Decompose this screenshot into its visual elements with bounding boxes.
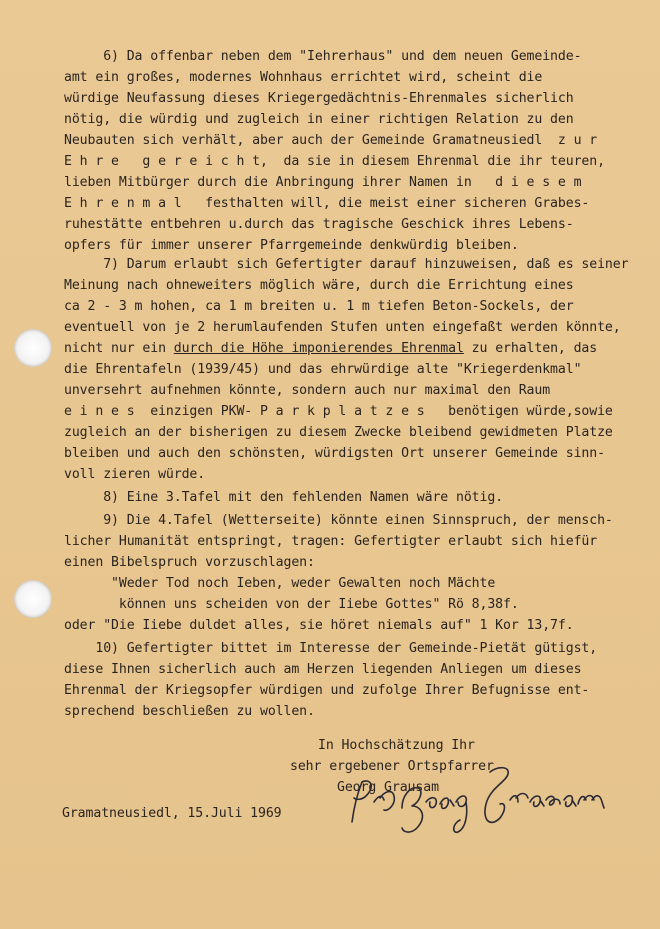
text-segment: nicht nur ein	[64, 341, 174, 356]
text-line: "Weder Tod noch Ieben, weder Gewalten noch Mächte	[64, 576, 496, 591]
text-line: sprechend beschließen zu wollen.	[64, 704, 315, 719]
text-line: voll zieren würde.	[64, 467, 206, 482]
handwritten-signature	[340, 752, 620, 842]
punch-hole	[14, 329, 52, 367]
text-line: ruhestätte entbehren u.durch das tragische Geschick ihres Lebens-	[64, 217, 574, 232]
text-line: zugleich an der bisherigen zu diesem Zwecke bleibend gewidmeten Platze	[64, 425, 613, 440]
punch-hole	[14, 580, 52, 618]
text-line: oder "Die Iiebe duldet alles, sie höret niemals auf" 1 Kor 13,7f.	[64, 618, 574, 633]
text-line: 8) Eine 3.Tafel mit den fehlenden Namen wäre nötig.	[64, 490, 504, 505]
text-line: 7) Darum erlaubt sich Gefertigter darauf hinzuweisen, daß es seiner	[64, 257, 629, 272]
text-line: würdige Neufassung dieses Kriegergedächtnis-Ehrenmales sicherlich	[64, 91, 574, 106]
closing-name: Georg Grausam	[337, 780, 439, 795]
text-line: 10) Gefertigter bittet im Interesse der Gemeinde-Pietät gütigst,	[64, 641, 598, 656]
text-line: eventuell von je 2 herumlaufenden Stufen unten eingefaßt werden könnte,	[64, 320, 621, 335]
closing-greeting: In Hochschätzung Ihr	[318, 738, 475, 753]
text-line: E h r e n m a l festhalten will, die meist einer sicheren Grabes-	[64, 196, 590, 211]
text-line: Neubauten sich verhält, aber auch der Gemeinde Gramatneusiedl z u r	[64, 133, 598, 148]
text-line: bleiben und auch den schönsten, würdigsten Ort unserer Gemeinde sinn-	[64, 446, 605, 461]
text-line: Ehrenmal der Kriegsopfer würdigen und zufolge Ihrer Befugnisse ent-	[64, 683, 590, 698]
text-line-underlined	[64, 339, 644, 358]
text-line: können uns scheiden von der Iiebe Gottes" Rö 8,38f.	[64, 597, 519, 612]
text-line: einen Bibelspruch vorzuschlagen:	[64, 555, 315, 570]
text-line: opfers für immer unserer Pfarrgemeinde denkwürdig bleiben.	[64, 238, 519, 253]
text-line: unversehrt aufnehmen könnte, sondern auch nur maximal den Raum	[64, 383, 551, 398]
text-line: Meinung nach ohneweiters möglich wäre, durch die Errichtung eines	[64, 278, 574, 293]
text-line: lieben Mitbürger durch die Anbringung ihrer Namen in d i e s e m	[64, 175, 582, 190]
closing-title: sehr ergebener Ortspfarrer	[290, 759, 494, 774]
text-line: nötig, die würdig und zugleich in einer richtigen Relation zu den	[64, 112, 574, 127]
place-date: Gramatneusiedl, 15.Juli 1969	[62, 806, 282, 821]
text-line: 9) Die 4.Tafel (Wetterseite) könnte einen Sinnspruch, der mensch-	[64, 513, 613, 528]
text-segment: zu erhalten, das	[463, 341, 598, 356]
underlined-phrase: durch die Höhe imponierendes Ehrenmal	[173, 341, 464, 356]
text-line: E h r e g e r e i c h t, da sie in diesem Ehrenmal die ihr teuren,	[64, 154, 605, 169]
text-line: licher Humanität entspringt, tragen: Gefertigter erlaubt sich hiefür	[64, 534, 598, 549]
text-line: e i n e s einzigen PKW- P a r k p l a t z e s benötigen würde,sowie	[64, 404, 613, 419]
text-line: die Ehrentafeln (1939/45) und das ehrwürdige alte "Kriegerdenkmal"	[64, 362, 582, 377]
text-line: amt ein großes, modernes Wohnhaus errichtet wird, scheint die	[64, 70, 543, 85]
text-line: ca 2 - 3 m hohen, ca 1 m breiten u. 1 m tiefen Beton-Sockels, der	[64, 299, 574, 314]
text-line: diese Ihnen sicherlich auch am Herzen liegenden Anliegen um dieses	[64, 662, 582, 677]
text-line: 6) Da offenbar neben dem "Iehrerhaus" und dem neuen Gemeinde-	[64, 49, 582, 64]
